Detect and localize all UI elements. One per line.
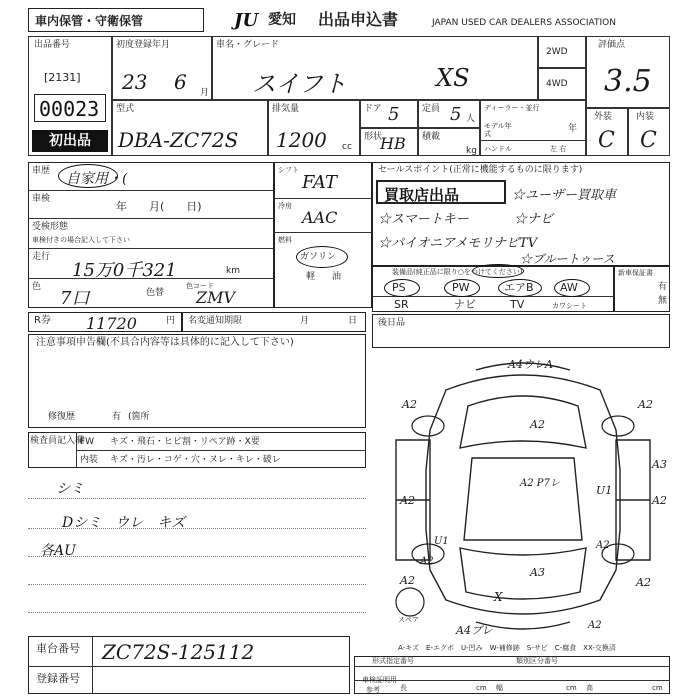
diagram-note-a2-7: A2 [636,576,651,589]
name-change-day: 日 [348,316,358,326]
buyer-badge: 買取店出品 [384,186,460,204]
recycle-label: R券 [34,315,51,326]
inspector-divider [76,450,366,451]
registration-month: 6 [174,70,187,94]
recycle-amount: 11720 [86,314,137,333]
lot-number: 00023 [39,97,100,121]
color-shade-label: 色替 [146,288,165,298]
color-code-label: 色コード [186,282,214,290]
model-code: DBA-ZC72S [118,128,239,152]
shift-label: シフト [278,166,299,174]
interior-label: 内装 [636,112,655,122]
diagram-note-a2-8: A2 [588,620,602,631]
wheel-front-left [412,416,444,436]
inspector-row1: キズ・飛石・ヒビ割・リペア跡・X要 [110,437,260,447]
load-unit: kg [466,146,477,156]
equip-navi: ナビ [454,298,476,311]
history-row-divider-3 [28,248,274,249]
car-roof [464,458,582,540]
shift-divider-2 [274,232,372,233]
warranty-yes: 有 [658,282,668,292]
org-name: 愛知 [268,12,296,28]
ac-label: 冷房 [278,202,292,210]
equip-tv: TV [510,298,525,311]
diagram-note-rear: A4ブレ [456,624,493,637]
load-label: 積載 [422,132,441,142]
history-circle-mark [58,164,118,188]
capacity-value: 5 [450,104,462,125]
doors-label: ドア [364,104,382,114]
fuel-oil: 油 [332,272,342,282]
diagram-note-a2-9: A2 [420,556,434,567]
inspection-value: 年 月( 日) [116,200,202,213]
lot-label: 出品番号 [34,40,71,50]
history-row-divider-2 [28,218,274,219]
car-grade: XS [436,64,470,92]
car-body-outline [426,375,620,614]
spare-tire [396,588,424,616]
diagram-note-x: X [494,590,503,604]
model-label: 型式 [116,104,135,114]
diagram-note-a2-4: A2 [400,494,415,507]
model-year-label: モデル年式 [484,122,512,138]
notes-label: 注意事項申告欄(不具合内容等は具体的に記入して下さい) [36,337,294,348]
height-label: 高 [586,684,593,692]
diagram-note-a2-3: A2 [530,418,545,431]
diagram-note-a2-10: A2 [596,540,610,551]
warranty-label: 新車保証書 [618,269,653,277]
damage-legend: A-キズ E-エクボ U-凹み W-補修跡 S-サビ C-腐食 XX-交換済 [398,644,616,652]
dealer-label: ディーラー・並行 [484,104,540,112]
mileage-label: 走行 [32,252,51,262]
score-value: 3.5 [604,64,652,99]
handle-options: 左 右 [550,145,567,153]
history-label: 車歴 [32,166,51,176]
dealer-divider [480,140,586,141]
repair-part: (箇所 [128,412,150,422]
equip-label-circle-mark [472,264,524,278]
diagram-note-a2-6: A2 [400,574,415,587]
diagram-note-u1-2: U1 [434,536,449,547]
spare-label: スペア [398,616,419,624]
height-unit: cm [652,684,663,692]
equipment-label: 装備品(純正品に限り○をつけてください) [392,268,523,276]
storage-label-box [28,8,204,32]
shift-divider-1 [274,198,372,199]
footer-vdivider [92,636,93,694]
equip-aw: AW [560,281,578,294]
car-name: スイフト [252,70,347,98]
diagram-note-a3-2: A3 [530,566,545,579]
class-label: 類別区分番号 [516,657,558,665]
receipt-label: 受検形態 [32,222,69,232]
length-unit: cm [476,684,487,692]
mileage-value: 15万0千321 [72,260,177,281]
color-code-value: ZMV [196,288,236,307]
shape-value: HB [380,134,406,153]
ruled-line [28,556,366,557]
equip-aw-circle [554,279,590,297]
shape-label: 形状 [364,132,383,142]
ruled-line [28,584,366,585]
mileage-unit: km [226,266,240,276]
hand-note-3: 各AU [40,543,76,559]
equip-airbag: エアB [504,281,534,294]
equip-ps-circle [384,279,420,297]
ref-label: 参考 [366,686,380,694]
car-diagram [376,350,670,640]
equip-ps: PS [392,281,406,294]
capacity-label: 定員 [422,104,441,114]
width-unit: cm [566,684,577,692]
fuel-gas-circle [296,246,348,268]
diagram-note-roof: A2 P7レ [520,478,560,489]
buyer-badge-box [376,180,506,204]
displacement-value: 1200 [276,128,327,152]
equip-airbag-circle [498,279,542,297]
car-rear-glass [460,548,586,599]
form-title: 出品申込書 [318,10,399,29]
type-spec-label: 形式指定番号 [372,657,414,665]
diagram-note-a2-1: A2 [402,398,417,411]
footer-divider [28,666,350,667]
displacement-unit: cc [342,142,352,152]
cert-label: 車検証明用 [362,676,397,684]
diagram-note-front: A4ウレA [508,358,553,371]
displacement-label: 排気量 [272,104,300,114]
register-label: 登録番号 [36,672,80,685]
score-label: 評価点 [598,40,626,50]
selling-point-3: ☆ナビ [514,212,554,227]
length-label: 長 [400,684,407,692]
exterior-grade: C [598,128,615,153]
storage-label: 車内保管・守衛保管 [35,14,144,28]
diagram-note-u1-1: U1 [596,484,613,497]
ju-logo [234,10,270,32]
registration-year: 23 [122,70,148,94]
ruled-line [28,612,366,613]
cert-divider-2 [354,680,670,681]
model-year-unit: 年 [568,124,578,134]
ac-value: AAC [302,208,338,227]
afterdate-frame [372,314,670,348]
repair-value: 有 [112,412,122,422]
ruled-line [28,498,366,499]
fuel-label: 燃料 [278,236,292,244]
car-name-label: 車名・グレード [216,40,280,50]
association-name: JAPAN USED CAR DEALERS ASSOCIATION [432,18,616,28]
lane-code: [2131] [44,71,81,84]
lot-number-box [34,94,106,122]
inspector-fw: FW [80,437,95,447]
selling-point-2: ☆スマートキー [378,212,469,227]
fuel-light: 軽 [306,272,316,282]
chassis-number: ZC72S-125112 [102,640,255,664]
cert-divider-1 [354,666,670,667]
registration-label: 初度登録年月 [116,40,171,50]
capacity-unit: 人 [466,114,476,124]
drive-2wd: 2WD [546,47,568,57]
afterdate-label: 後日品 [378,318,406,328]
registration-month-unit: 月 [200,88,210,98]
first-listing-badge: 初出品 [32,130,108,152]
car-hood [460,396,586,448]
equip-sr: SR [394,298,409,311]
history-value: 自家用・( [66,171,128,187]
color-value: 7口 [60,288,90,309]
recycle-unit: 円 [166,316,176,326]
equip-pw-circle [444,279,480,297]
chassis-label: 車台番号 [36,642,80,655]
selling-point-4: ☆パイオニアメモリナビTV [378,236,538,251]
color-label: 色 [32,282,42,292]
diagram-note-a3-1: A3 [652,458,667,471]
exterior-label: 外装 [594,112,613,122]
interior-grade: C [640,128,657,153]
width-label: 幅 [496,684,503,692]
name-change-label: 名変通知期限 [188,316,243,326]
equip-leather-seat: カワシート [552,302,587,310]
hand-note-2: Dシミ ウレ キズ [62,515,185,531]
selling-point-5: ☆ブルートゥース [520,252,615,266]
selling-points-label: セールスポイント(正常に機能するものに限ります) [378,165,583,175]
history-row-divider-1 [28,190,274,191]
name-change-month: 月 [300,316,310,326]
hand-note-1: シミ [56,481,84,497]
doors-value: 5 [388,104,400,125]
drive-4wd: 4WD [546,79,568,89]
inspector-label: 検査員記入欄 [30,436,85,446]
diagram-note-a2-5: A2 [652,494,667,507]
equip-pw: PW [452,281,470,294]
fuel-gas: ガソリン [300,252,337,262]
warranty-no: 無 [658,296,668,306]
notes-frame [28,334,366,428]
selling-point-1: ☆ユーザー買取車 [512,188,617,203]
inspection-label: 車検 [32,194,51,204]
shift-value: FAT [302,172,337,193]
handle-label: ハンドル [484,145,512,153]
diagram-note-a2-2: A2 [638,398,653,411]
inspector-row2: キズ・汚レ・コゲ・穴・ヌレ・キレ・破レ [110,455,281,465]
inspector-interior: 内装 [80,455,99,465]
repair-label: 修復歴 [48,412,76,422]
wheel-front-right [602,416,634,436]
ruled-line [28,528,366,529]
receipt-note: 車検付きの場合記入して下さい [32,236,130,244]
ju-logo-text: JU [234,10,259,31]
